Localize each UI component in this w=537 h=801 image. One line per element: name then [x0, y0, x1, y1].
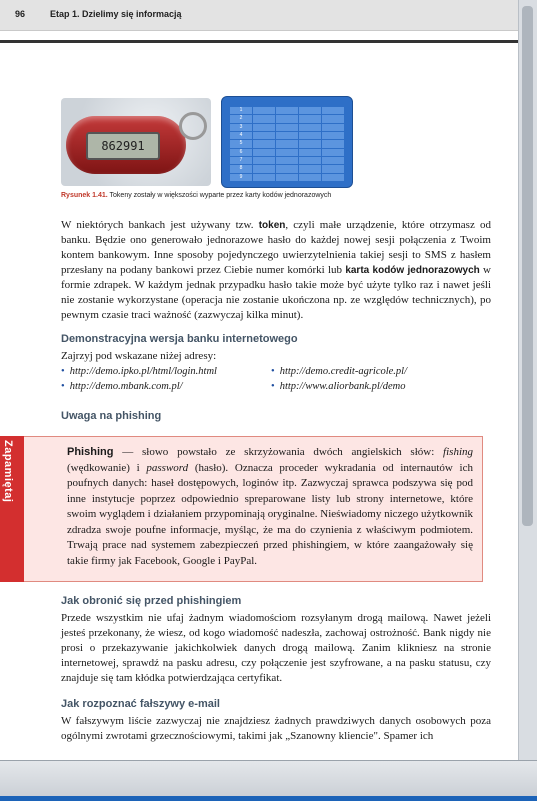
link-text: http://demo.credit-agricole.pl/ [279, 366, 408, 377]
card-code-cell [276, 165, 298, 172]
card-code-cell [322, 165, 344, 172]
scrollbar-thumb[interactable] [522, 6, 533, 526]
term-phishing: Phishing [67, 446, 114, 458]
links-left-column [61, 364, 276, 394]
remember-box [24, 436, 483, 582]
definition-text-2: (wędkowanie) i [67, 461, 147, 474]
fake-email-paragraph: W fałszywym liście zazwyczaj nie znajdziesz żadnych prawdziwych danych osobowych poza ogólnymi zwrotami grzecznościowymi, takimi jak „Szanowny kliencie". Spamer ich [61, 715, 491, 742]
intro-text-3: w formie zdrapek. W każdym jednak przypadku hasło takie może być użyte tylko raz i nawet jeśli nie zostanie wykorzystane (operacja nie zostanie ukończona np. ze względów technicznych), po pewnym czasie traci ważność (zazwyczaj kilka minut). [61, 264, 491, 321]
card-code-cell [322, 174, 344, 181]
intro-paragraph [61, 218, 491, 323]
card-code-cell [322, 157, 344, 164]
bullet-icon: • [61, 366, 65, 377]
link-text: http://www.aliorbank.pl/demo [279, 381, 406, 392]
taskbar-strip [0, 796, 537, 801]
card-row-number: 6 [230, 149, 252, 156]
running-head: Etap 1. Dzielimy się informacją [50, 9, 182, 19]
card-code-cell [299, 107, 321, 114]
caption-label: Rysunek 1.41. [61, 192, 108, 199]
code-card-photo [221, 96, 353, 188]
vertical-scrollbar[interactable] [518, 0, 537, 760]
card-code-cell [299, 140, 321, 147]
card-code-cell [276, 132, 298, 139]
bullet-icon: • [271, 366, 275, 377]
word-password: password [146, 461, 189, 474]
card-code-cell [253, 174, 275, 181]
card-code-cell [322, 107, 344, 114]
demo-link-mbank[interactable] [61, 379, 276, 394]
bottom-toolbar [0, 760, 537, 801]
card-code-cell [322, 140, 344, 147]
card-code-cell [322, 132, 344, 139]
bullet-icon: • [271, 381, 275, 392]
fake-email-heading: Jak rozpoznać fałszywy e-mail [61, 698, 220, 710]
protect-heading: Jak obronić się przed phishingiem [61, 595, 242, 607]
protect-paragraph: Przede wszystkim nie ufaj żadnym wiadomościom rozsyłanym drogą mailową. Nawet jeżeli jesteś przekonany, że wiesz, od kogo wiadomość nadeszła, zachowaj ostrożność. Bank nigdy nie prosi o przekazywanie jakichkolwiek danych drogą mailową. Zanim klikniesz na stronie internetowej, sprawdź na pasku adresu, czy połączenie jest szyfrowane, a na pasku statusu, czy znajduje się tam kłódka potwierdzająca certyfikat. [61, 612, 491, 684]
card-code-cell [253, 140, 275, 147]
card-code-cell [253, 149, 275, 156]
card-row-number: 9 [230, 174, 252, 181]
phishing-definition [67, 445, 473, 569]
phishing-heading: Uwaga na phishing [61, 410, 162, 422]
card-code-cell [253, 115, 275, 122]
code-card-grid [230, 107, 344, 181]
card-code-cell [299, 157, 321, 164]
card-code-cell [322, 124, 344, 131]
card-code-cell [276, 115, 298, 122]
remember-label: Zapamiętaj [2, 440, 14, 503]
page-header [0, 0, 519, 31]
links-right-column [271, 364, 486, 394]
demo-lead: Zajrzyj pod wskazane niżej adresy: [61, 350, 217, 362]
token-display: 862991 [86, 132, 160, 160]
link-text: http://demo.ipko.pl/html/login.html [69, 366, 217, 377]
definition-text-1: — słowo powstało ze skrzyżowania dwóch angielskich słów: [113, 446, 444, 458]
card-code-cell [253, 132, 275, 139]
card-code-cell [253, 157, 275, 164]
card-row-number: 5 [230, 140, 252, 147]
card-code-cell [322, 149, 344, 156]
page-number: 96 [15, 9, 26, 19]
card-code-cell [276, 140, 298, 147]
card-code-cell [299, 165, 321, 172]
token-fob [66, 116, 186, 174]
card-row-number: 2 [230, 115, 252, 122]
card-row-number: 1 [230, 107, 252, 114]
card-code-cell [299, 174, 321, 181]
definition-text-3: (hasło). Oznacza proceder wykradania od internautów ich poufnych danych: haseł dostępowych, loginów itp. Zazwyczaj sprawca podszywa się pod inne instytucje poprzez odpowiednio spreparowane listy lub strony internetowe, które swoim wyglądem i działaniem przypominają oryginalne. Nieświadomy niczego użytkownik zdradza swoje poufne informacje, myśląc, że ma do czynienia z właściwym podmiotem. Trwają prace nad systemem zabezpieczeń przed phishingiem, w które zaangażowały się takie firmy jak Facebook, Google i PayPal. [67, 461, 473, 567]
card-code-cell [253, 124, 275, 131]
card-code-cell [322, 115, 344, 122]
link-text: http://demo.mbank.com.pl/ [69, 381, 183, 392]
demo-heading: Demonstracyjna wersja banku internetowego [61, 333, 298, 345]
header-rule [0, 40, 519, 43]
card-code-cell [299, 124, 321, 131]
intro-text-2: , czyli małe urządzenie, które otrzymasz od banku. Będzie ono generowało jednorazowe hasło do każdej nowej sesji połączenia z Twoim kontem bankowym. Inne sposoby pojedynczego uwierzytelnienia takiej sesji to SMS z hasłem przesłany na podany bankowi przez Ciebie numer komórki lub [61, 219, 491, 276]
card-code-cell [276, 149, 298, 156]
key-ring [179, 112, 207, 140]
card-code-cell [253, 165, 275, 172]
card-code-cell [276, 174, 298, 181]
card-code-cell [276, 157, 298, 164]
figure-tokens [61, 96, 351, 188]
demo-link-alior[interactable] [271, 379, 486, 394]
remember-tab [0, 436, 24, 582]
intro-text-1: W niektórych bankach jest używany tzw. [61, 219, 259, 231]
card-code-cell [299, 149, 321, 156]
card-code-cell [276, 124, 298, 131]
word-fishing: fishing [443, 446, 473, 458]
demo-link-credit-agricole[interactable] [271, 364, 486, 379]
card-row-number: 3 [230, 124, 252, 131]
card-code-cell [276, 107, 298, 114]
token-photo [61, 98, 211, 186]
demo-link-ipko[interactable] [61, 364, 276, 379]
card-row-number: 8 [230, 165, 252, 172]
card-code-cell [299, 132, 321, 139]
card-row-number: 4 [230, 132, 252, 139]
card-code-cell [299, 115, 321, 122]
term-code-card: karta kodów jednorazowych [345, 265, 480, 276]
figure-caption [61, 192, 501, 199]
caption-text: Tokeny zostały w większości wyparte przez karty kodów jednorazowych [109, 192, 332, 199]
bullet-icon: • [61, 381, 65, 392]
card-row-number: 7 [230, 157, 252, 164]
card-code-cell [253, 107, 275, 114]
term-token: token [258, 220, 286, 231]
